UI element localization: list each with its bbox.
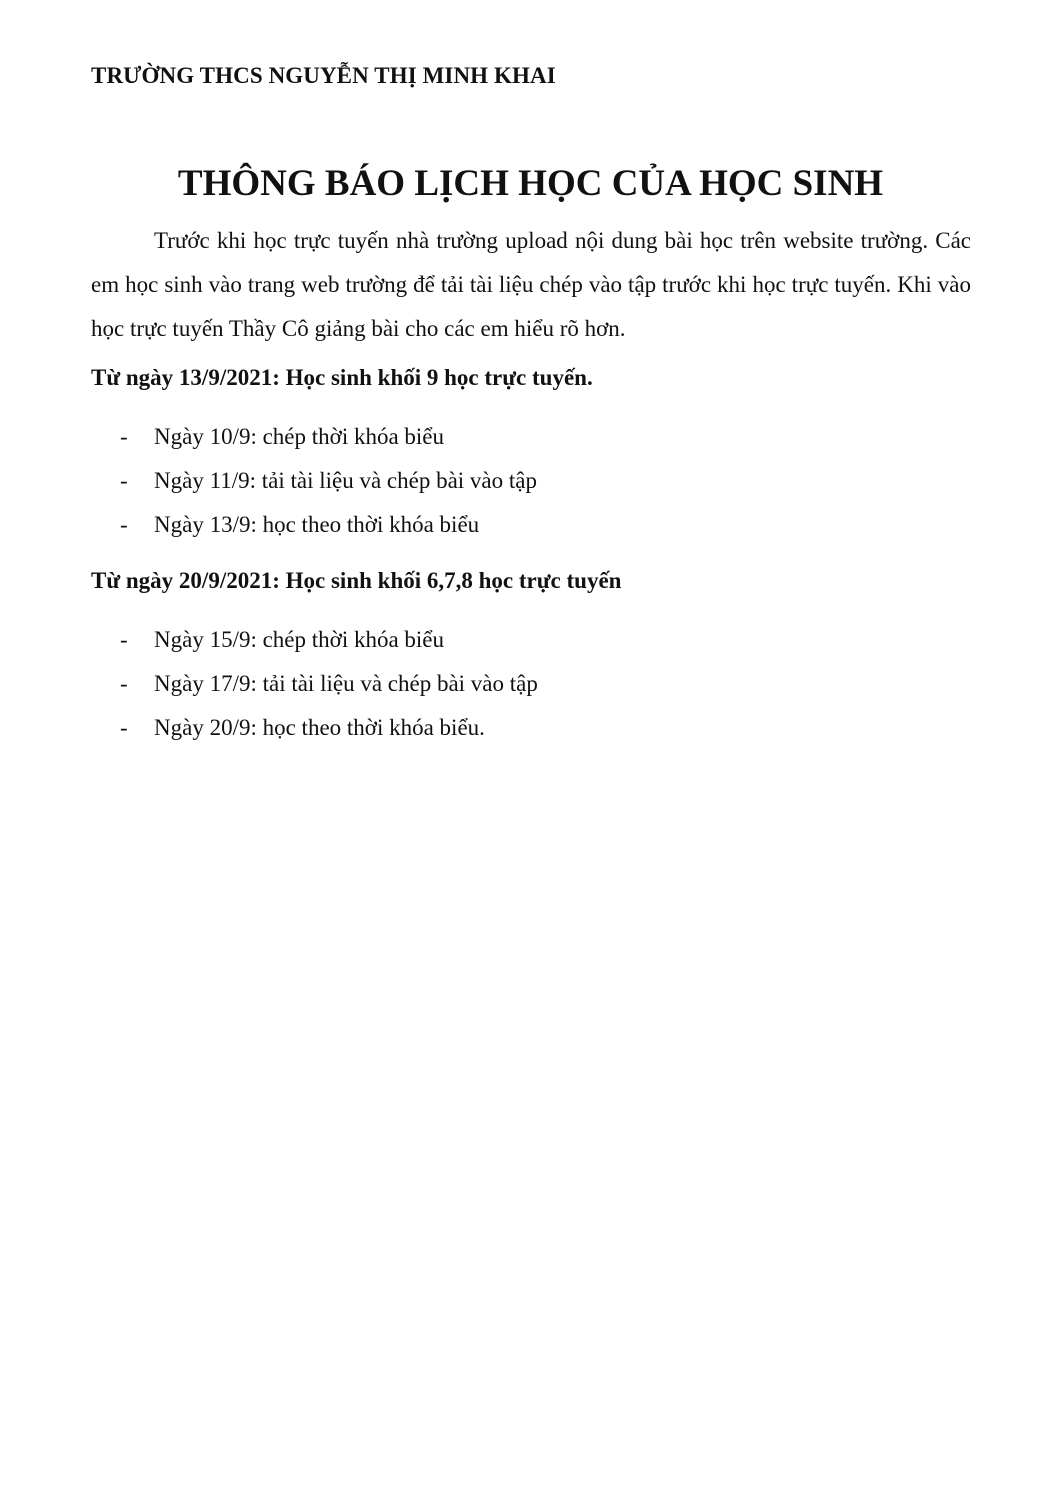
list-item [0, 625, 1061, 669]
list-item [0, 466, 1061, 510]
document-title: THÔNG BÁO LỊCH HỌC CỦA HỌC SINH [177, 163, 884, 204]
list-item-text: Ngày 15/9: chép thời khóa biểu [154, 627, 445, 652]
section-heading-grade-9: Từ ngày 13/9/2021: Học sinh khối 9 học trực tuyến. [91, 365, 593, 390]
bullet-dash: - [120, 512, 128, 537]
bullet-dash: - [120, 424, 128, 449]
list-item-text: Ngày 13/9: học theo thời khóa biểu [154, 512, 480, 537]
bullet-dash: - [120, 627, 128, 652]
schedule-list-grade-6-7-8 [0, 625, 1061, 757]
bullet-dash: - [120, 468, 128, 493]
bullet-dash: - [120, 671, 128, 696]
list-item [0, 713, 1061, 757]
intro-paragraph: Trước khi học trực tuyến nhà trường upload nội dung bài học trên website trường. Các em học sinh vào trang web trường để tải tài liệu chép vào tập trước khi học trực tuyến. Khi vào học trực tuyến Thầy Cô giảng bài cho các em hiểu rõ hơn. [91, 228, 971, 341]
bullet-dash: - [120, 715, 128, 740]
list-item-text: Ngày 17/9: tải tài liệu và chép bài vào tập [154, 671, 538, 696]
school-name: TRƯỜNG THCS NGUYỄN THỊ MINH KHAI [91, 63, 556, 88]
list-item-text: Ngày 11/9: tải tài liệu và chép bài vào tập [154, 468, 537, 493]
list-item [0, 422, 1061, 466]
schedule-list-grade-9 [0, 422, 1061, 554]
list-item [0, 510, 1061, 554]
list-item-text: Ngày 10/9: chép thời khóa biểu [154, 424, 445, 449]
list-item-text: Ngày 20/9: học theo thời khóa biểu. [154, 715, 485, 740]
section-heading-grade-6-7-8: Từ ngày 20/9/2021: Học sinh khối 6,7,8 học trực tuyến [91, 568, 622, 593]
list-item [0, 669, 1061, 713]
